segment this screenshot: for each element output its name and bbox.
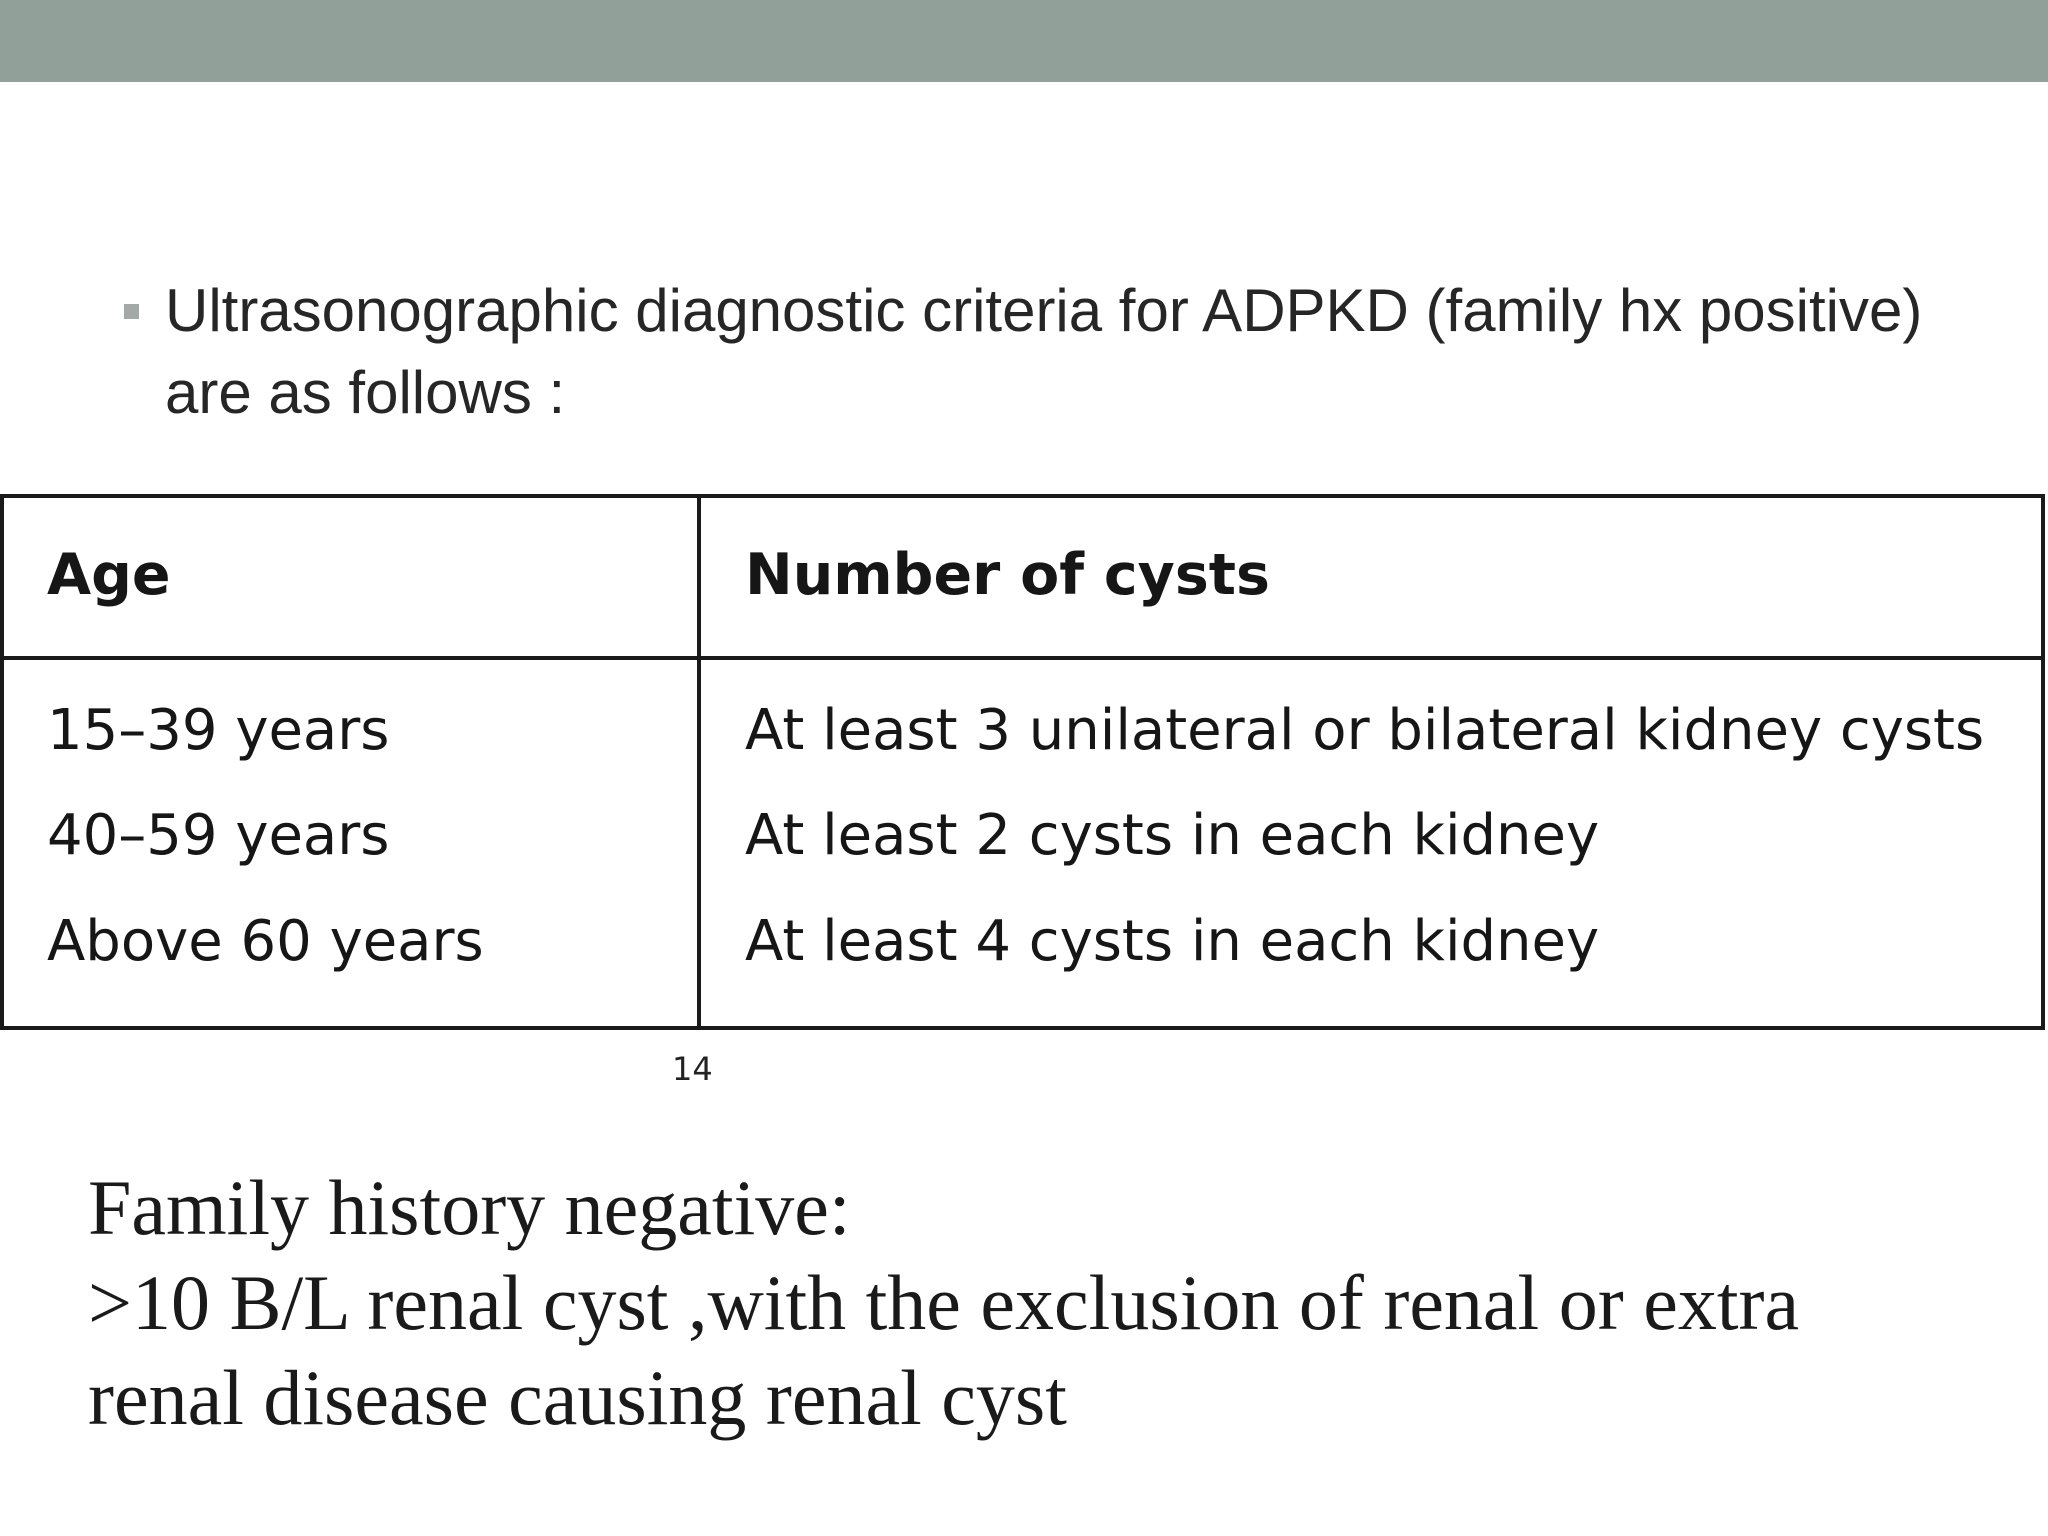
- table-cell-age: 15–39 years: [47, 698, 390, 763]
- table-cell-cysts: At least 3 unilateral or bilateral kidney cysts: [745, 698, 1985, 763]
- top-bar: [0, 0, 2048, 82]
- table-header-number-of-cysts: Number of cysts: [745, 542, 1270, 608]
- criteria-table: [0, 494, 2045, 1030]
- note-line: renal disease causing renal cyst: [88, 1354, 1067, 1441]
- note-line: Family history negative:: [88, 1164, 851, 1251]
- table-header-age: Age: [47, 542, 171, 608]
- table-cell-age: Above 60 years: [47, 909, 484, 974]
- table-cell-cysts: At least 4 cysts in each kidney: [745, 909, 1600, 974]
- table-cell-age: 40–59 years: [47, 803, 390, 868]
- note-line: >10 B/L renal cyst ,with the exclusion of renal or extra: [88, 1259, 1800, 1346]
- bullet-item: [126, 270, 1926, 434]
- bullet-text: Ultrasonographic diagnostic criteria for ADPKD (family hx positive) are as follows :: [165, 277, 1923, 426]
- table-cell-cysts: At least 2 cysts in each kidney: [745, 803, 1600, 868]
- square-bullet-icon: [124, 304, 139, 319]
- table-header-rule: [0, 656, 2041, 660]
- table-column-divider: [697, 498, 701, 1026]
- family-history-negative-note: [88, 1160, 1988, 1445]
- table-footnote-number: 14: [672, 1050, 713, 1088]
